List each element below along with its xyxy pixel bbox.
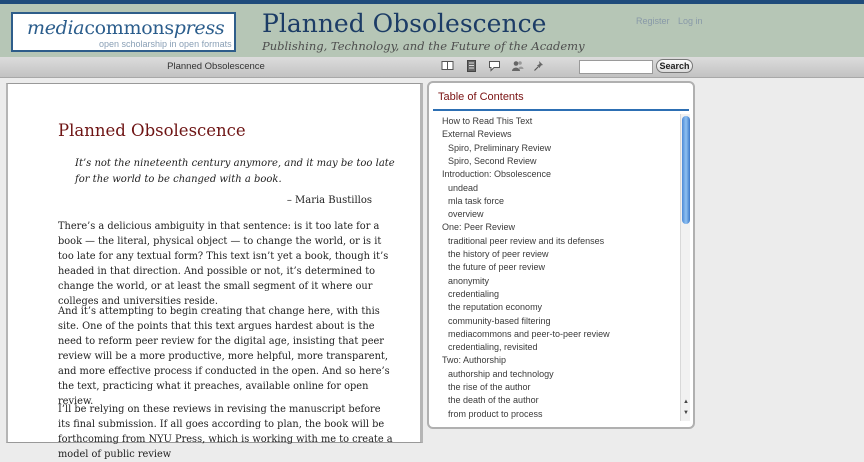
search-button[interactable]: Search: [656, 59, 693, 73]
mediacommons-logo[interactable]: [11, 12, 236, 52]
user-links: [636, 16, 709, 26]
site-title[interactable]: Planned Obsolescence: [262, 9, 547, 38]
login-link[interactable]: Log in: [678, 16, 703, 26]
toc-item[interactable]: the death of the author: [448, 395, 539, 406]
epigraph-quote: It’s not the nineteenth century anymore, and it may be too late for the world to be changed with a book.: [75, 158, 395, 185]
comment-icon[interactable]: [487, 60, 501, 73]
book-icon[interactable]: [440, 60, 454, 73]
toc-item[interactable]: overview: [448, 209, 484, 220]
scrollbar-thumb[interactable]: [682, 116, 690, 224]
page-title: Planned Obsolescence: [58, 121, 246, 140]
document-title: Planned Obsolescence: [167, 61, 265, 72]
toc-item[interactable]: External Reviews: [442, 129, 512, 140]
toc-title: Table of Contents: [438, 91, 524, 103]
toolbar: [0, 57, 864, 78]
toc-item[interactable]: credentialing, revisited: [448, 342, 538, 353]
epigraph-attribution: – Maria Bustillos: [286, 195, 372, 206]
document-icon[interactable]: [464, 60, 478, 73]
toc-item[interactable]: Introduction: Obsolescence: [442, 169, 552, 180]
toc-item[interactable]: from product to process: [448, 408, 543, 419]
toc-item[interactable]: undead: [448, 182, 479, 193]
toc-item[interactable]: mla task force: [448, 195, 505, 206]
toc-item[interactable]: community-based filtering: [448, 315, 551, 326]
toc-item[interactable]: credentialing: [448, 288, 500, 299]
toc-scrollbar[interactable]: [680, 114, 690, 421]
main-content: [6, 83, 423, 460]
toc-item[interactable]: the reputation economy: [448, 302, 543, 313]
scroll-up-arrow-icon[interactable]: ▲: [683, 399, 689, 405]
toc-item[interactable]: How to Read This Text: [442, 116, 533, 126]
toc-item[interactable]: traditional peer review and its defenses: [448, 235, 605, 246]
toc-item[interactable]: anonymity: [448, 275, 490, 286]
paragraph-1: There’s a delicious ambiguity in that sentence: is it too late for a book — the literal, physical object — to change the world, or is it too late for any textual form? This text isn’t yet a book, though it’s headed in that direction. And possible or not, it’s determined to change the world, or at least the small segment of it where our colleges and universities reside.: [58, 221, 389, 307]
logo-tagline: open scholarship in open formats: [99, 39, 232, 49]
scroll-down-arrow-icon[interactable]: ▼: [683, 410, 689, 416]
toc-item[interactable]: Spiro, Second Review: [448, 155, 537, 166]
paragraph-2: And it’s attempting to begin creating that change here, with this site. One of the points that this text argues hardest about is the need to reform peer review for the digital age, insisting that peer review will be a more productive, more helpful, more transparent, and more effective process if conducted in the open. And so here’s the text, practicing what it preaches, available online for open review.: [58, 306, 390, 407]
users-icon[interactable]: [510, 60, 524, 73]
toc-item[interactable]: the rise of the author: [448, 382, 531, 392]
toc-divider: [433, 109, 689, 111]
search-input[interactable]: [579, 60, 653, 74]
logo-wordmark: mediacommonspress: [27, 17, 225, 39]
paragraph-3: I’ll be relying on these reviews in revising the manuscript before its final submission. If all goes according to plan, the book will be forthcoming from NYU Press, which is working with me to create a model of public review: [58, 404, 393, 460]
pin-icon[interactable]: [532, 60, 546, 73]
toc-item[interactable]: the future of peer review: [448, 262, 546, 273]
toc-item[interactable]: Spiro, Preliminary Review: [448, 142, 552, 153]
toc-item[interactable]: authorship and technology: [448, 368, 554, 379]
site-header: [0, 4, 864, 57]
toc-item[interactable]: mediacommons and peer-to-peer review: [448, 328, 610, 339]
toc-item[interactable]: the history of peer review: [448, 249, 549, 259]
toc-item[interactable]: One: Peer Review: [442, 222, 516, 233]
table-of-contents-panel: [427, 81, 695, 429]
toc-item[interactable]: Two: Authorship: [442, 355, 507, 366]
site-subtitle: Publishing, Technology, and the Future of the Academy: [262, 39, 585, 53]
register-link[interactable]: Register: [636, 16, 670, 26]
